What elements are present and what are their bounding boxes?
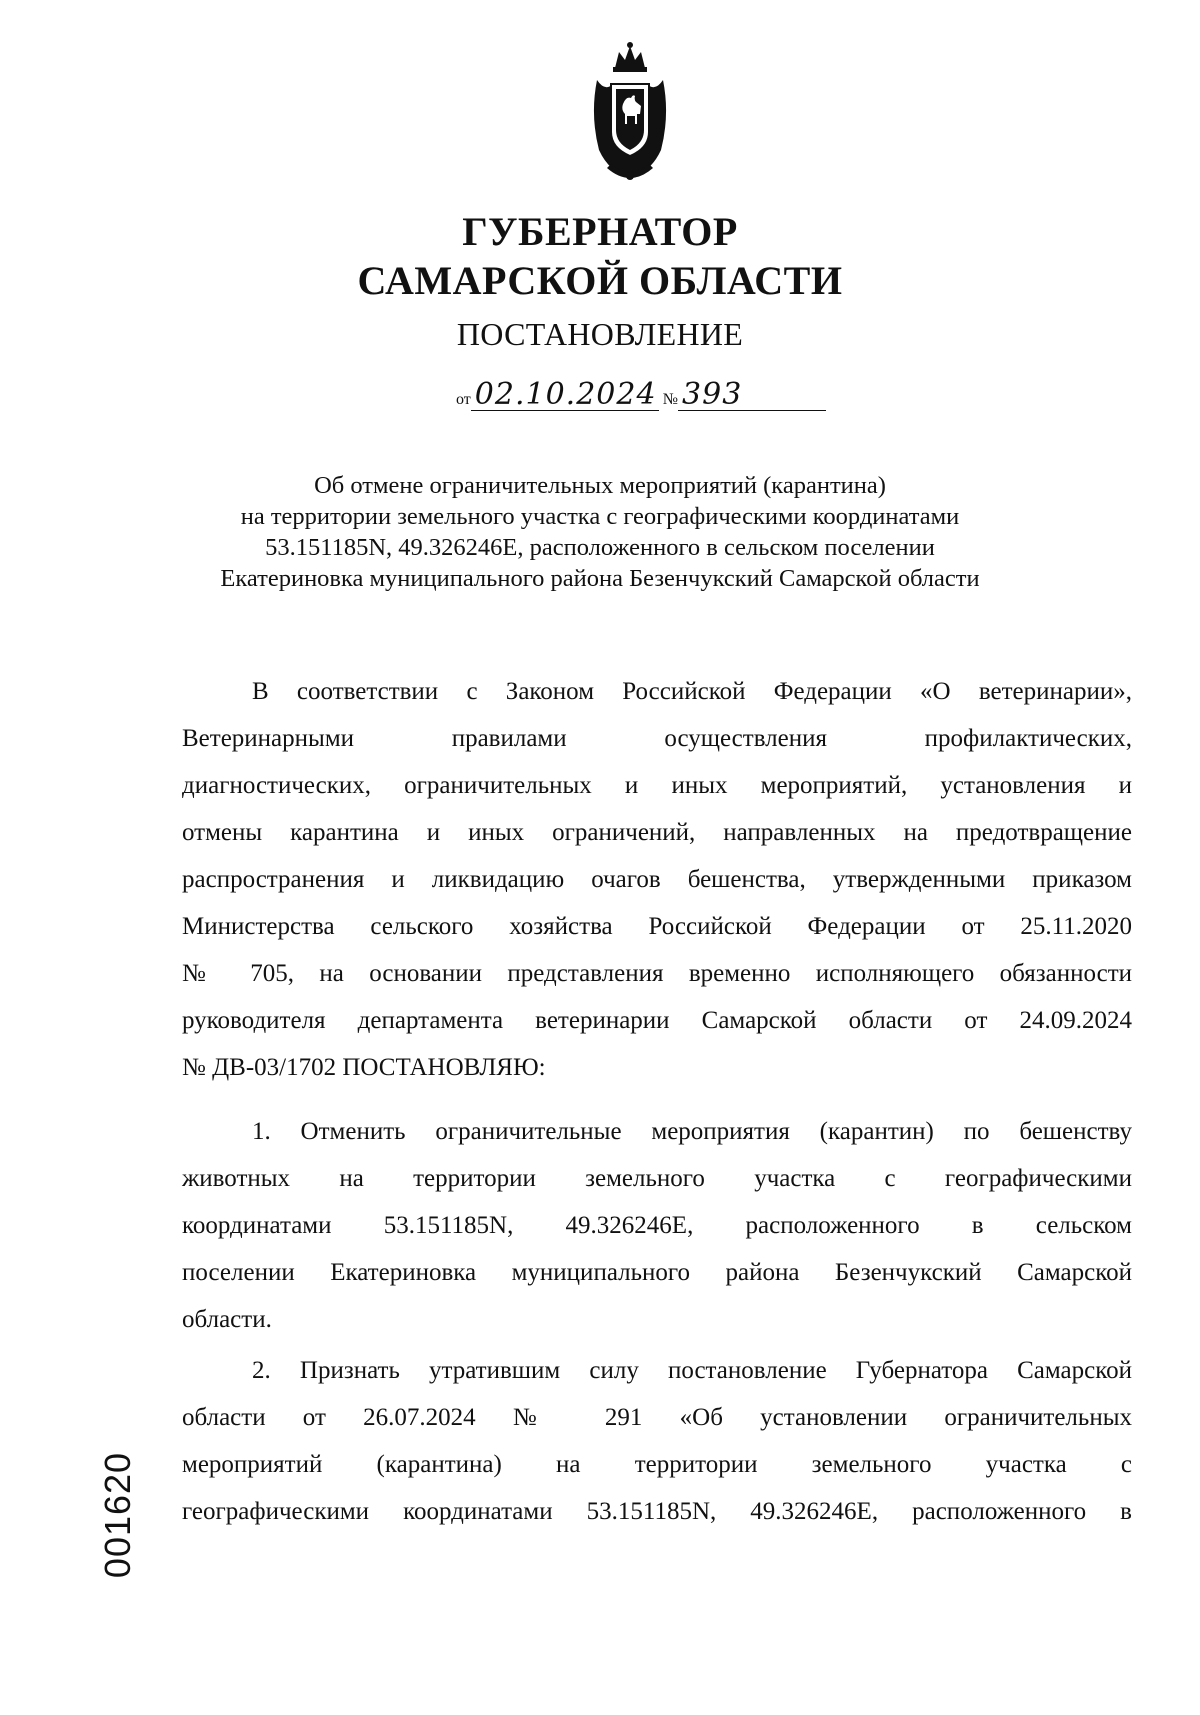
body-line: животных на территории земельного участка с географическими [182,1165,1132,1192]
body-line: Ветеринарными правилами осуществления профилактических, [182,725,1132,752]
body-line: отмены карантина и иных ограничений, направленных на предотвращение [182,819,1132,846]
body-line: 2. Признать утратившим силу постановление Губернатора Самарской [252,1357,1132,1384]
margin-stamp-number [88,1440,148,1590]
issuer-title-line1: ГУБЕРНАТОР [462,209,738,254]
body-line: области. [182,1306,272,1333]
body-line: области от 26.07.2024 № 291 «Об установлении ограничительных [182,1404,1132,1431]
item-1-paragraph [182,1108,1132,1343]
document-subject [100,470,1100,594]
body-line: географическими координатами 53.151185N, 49.326246E, расположенного в [182,1498,1132,1525]
subject-line: Об отмене ограничительных мероприятий (карантина) [314,472,886,499]
number-label: № [662,391,679,408]
subject-line: Екатериновка муниципального района Безенчукский Самарской области [220,565,980,592]
body-line: диагностических, ограничительных и иных мероприятий, установления и [182,772,1132,799]
body-line: 1. Отменить ограничительные мероприятия (карантин) по бешенству [252,1118,1132,1145]
body-line: распространения и ликвидацию очагов бешенства, утвержденными приказом [182,866,1132,893]
item-2-paragraph [182,1347,1132,1535]
body-line: координатами 53.151185N, 49.326246E, расположенного в сельском [182,1212,1132,1239]
date-label: от [456,391,471,408]
margin-stamp-text: 001620 [97,1451,138,1579]
body-line: В соответствии с Законом Российской Федерации «О ветеринарии», [252,678,1132,705]
document-number: 393 [678,380,826,411]
body-line: мероприятий (карантина) на территории земельного участка с [182,1451,1132,1478]
body-line: № 705, на основании представления временно исполняющего обязанности [182,960,1132,987]
body-line: поселении Екатериновка муниципального района Безенчукский Самарской [182,1259,1132,1286]
body-line: руководителя департамента ветеринарии Самарской области от 24.09.2024 [182,1007,1132,1034]
document-date: 02.10.2024 [471,380,659,411]
coat-of-arms-icon [585,40,675,185]
date-number-line [456,377,826,420]
body-line: № ДВ-03/1702 ПОСТАНОВЛЯЮ: [182,1054,546,1081]
subject-line: на территории земельного участка с географическими координатами [240,503,960,530]
preamble-paragraph [182,668,1132,1091]
issuer-title-line2: САМАРСКОЙ ОБЛАСТИ [357,258,843,303]
body-line: Министерства сельского хозяйства Российской Федерации от 25.11.2020 [182,913,1132,940]
document-type: ПОСТАНОВЛЕНИЕ [456,316,744,352]
subject-line: 53.151185N, 49.326246E, расположенного в сельском поселении [265,534,935,561]
